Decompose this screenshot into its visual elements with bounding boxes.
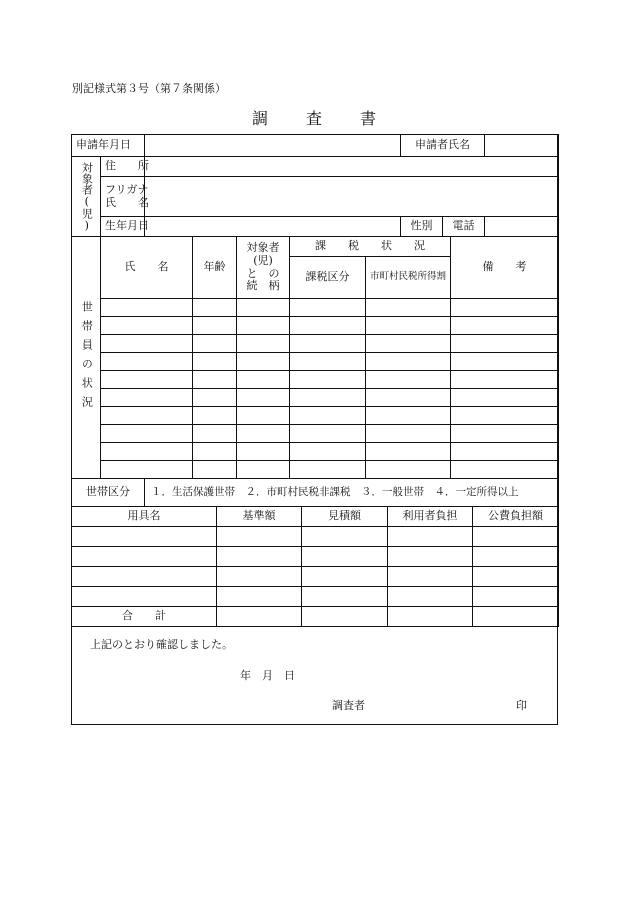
household-members-table	[71, 236, 559, 479]
col-estimate-header: 見積額	[302, 507, 388, 527]
col-tax-amount-header: 市町村民税所得割	[366, 257, 451, 299]
member-cell[interactable]	[193, 443, 237, 461]
equipment-cell[interactable]	[302, 547, 388, 567]
equipment-cell[interactable]	[217, 547, 302, 567]
member-cell[interactable]	[290, 335, 366, 353]
table-row	[72, 389, 559, 407]
member-cell[interactable]	[237, 443, 290, 461]
member-cell[interactable]	[451, 425, 559, 443]
person-name-field[interactable]	[145, 177, 559, 217]
member-cell[interactable]	[366, 371, 451, 389]
member-cell[interactable]	[451, 461, 559, 479]
member-cell[interactable]	[451, 335, 559, 353]
seal-label: 印	[516, 699, 527, 712]
table-row	[72, 527, 559, 547]
member-cell[interactable]	[237, 335, 290, 353]
member-cell[interactable]	[101, 335, 193, 353]
member-cell[interactable]	[193, 461, 237, 479]
member-cell[interactable]	[101, 353, 193, 371]
equipment-cell[interactable]	[72, 527, 217, 547]
member-cell[interactable]	[290, 389, 366, 407]
member-cell[interactable]	[237, 317, 290, 335]
member-cell[interactable]	[101, 371, 193, 389]
address-field[interactable]	[145, 157, 559, 177]
member-cell[interactable]	[193, 371, 237, 389]
member-cell[interactable]	[451, 443, 559, 461]
table-row	[72, 547, 559, 567]
member-cell[interactable]	[193, 407, 237, 425]
col-item-header: 用具名	[72, 507, 217, 527]
table-row	[72, 335, 559, 353]
birth-date-label: 生年月日	[101, 217, 145, 237]
member-cell[interactable]	[290, 407, 366, 425]
household-class-table	[71, 478, 559, 507]
member-cell[interactable]	[290, 353, 366, 371]
member-cell[interactable]	[366, 461, 451, 479]
equipment-cell[interactable]	[388, 547, 473, 567]
phone-field[interactable]	[485, 217, 559, 237]
applicant-name-label: 申請者氏名	[401, 135, 485, 157]
member-cell[interactable]	[237, 407, 290, 425]
relation-line-4: 続 柄	[246, 279, 280, 293]
household-class-label: 世帯区分	[72, 479, 145, 507]
member-cell[interactable]	[290, 425, 366, 443]
member-cell[interactable]	[193, 335, 237, 353]
col-tax-status-header: 課 税 状 況	[290, 237, 451, 257]
member-cell[interactable]	[193, 299, 237, 317]
total-public-cell[interactable]	[473, 607, 559, 627]
member-cell[interactable]	[290, 299, 366, 317]
member-cell[interactable]	[237, 389, 290, 407]
equipment-cell[interactable]	[217, 567, 302, 587]
table-row	[72, 371, 559, 389]
table-row	[72, 587, 559, 607]
equipment-cell[interactable]	[72, 587, 217, 607]
sex-label: 性別	[401, 217, 443, 237]
equipment-cell[interactable]	[388, 527, 473, 547]
member-cell[interactable]	[451, 353, 559, 371]
member-cell[interactable]	[237, 371, 290, 389]
member-cell[interactable]	[290, 317, 366, 335]
member-cell[interactable]	[193, 317, 237, 335]
member-cell[interactable]	[101, 389, 193, 407]
equipment-cell[interactable]	[302, 527, 388, 547]
equipment-cell[interactable]	[388, 567, 473, 587]
member-cell[interactable]	[237, 299, 290, 317]
birth-date-field[interactable]	[145, 217, 401, 237]
furigana-label: フリガナ	[105, 182, 149, 196]
col-public-burden-header: 公費負担額	[473, 507, 559, 527]
member-cell[interactable]	[237, 425, 290, 443]
member-cell[interactable]	[237, 353, 290, 371]
col-tax-class-header: 課税区分	[290, 257, 366, 299]
member-cell[interactable]	[451, 389, 559, 407]
member-cell[interactable]	[366, 317, 451, 335]
table-row	[72, 299, 559, 317]
member-cell[interactable]	[451, 371, 559, 389]
member-cell[interactable]	[451, 317, 559, 335]
total-base-cell[interactable]	[217, 607, 302, 627]
col-age-header: 年齢	[193, 237, 237, 299]
equipment-cell[interactable]	[217, 527, 302, 547]
member-cell[interactable]	[101, 425, 193, 443]
relation-line-2: (児)	[253, 253, 273, 267]
application-date-label: 申請年月日	[72, 135, 145, 157]
investigator-label: 調査者	[332, 699, 365, 712]
col-user-burden-header: 利用者負担	[388, 507, 473, 527]
member-cell[interactable]	[101, 407, 193, 425]
member-cell[interactable]	[101, 317, 193, 335]
equipment-cell[interactable]	[473, 567, 559, 587]
member-cell[interactable]	[290, 443, 366, 461]
phone-label: 電話	[443, 217, 485, 237]
application-date-field[interactable]	[145, 135, 401, 157]
members-section-label: 世帯員の状況	[72, 237, 101, 479]
target-person-label: 対象者(児)	[72, 157, 101, 237]
equipment-cell[interactable]	[473, 527, 559, 547]
table-row	[72, 317, 559, 335]
member-cell[interactable]	[193, 353, 237, 371]
equipment-cell[interactable]	[302, 567, 388, 587]
table-row	[72, 567, 559, 587]
table-row	[72, 353, 559, 371]
household-class-options[interactable]: １．生活保護世帯 ２．市町村民税非課税 ３．一般世帯 ４．一定所得以上	[145, 479, 559, 507]
confirmation-text: 上記のとおり確認しました。	[90, 638, 233, 651]
col-name-header: 氏 名	[101, 237, 193, 299]
member-cell[interactable]	[290, 371, 366, 389]
total-user-cell[interactable]	[388, 607, 473, 627]
member-cell[interactable]	[366, 425, 451, 443]
member-cell[interactable]	[237, 461, 290, 479]
equipment-table	[71, 506, 559, 627]
total-label: 合 計	[72, 607, 217, 627]
member-cell[interactable]	[366, 443, 451, 461]
member-cell[interactable]	[101, 443, 193, 461]
col-base-header: 基準額	[217, 507, 302, 527]
member-cell[interactable]	[366, 299, 451, 317]
applicant-name-field[interactable]	[485, 135, 559, 157]
member-cell[interactable]	[366, 389, 451, 407]
person-name-label: 氏 名	[105, 195, 149, 209]
applicant-table	[71, 134, 559, 237]
equipment-cell[interactable]	[473, 547, 559, 567]
equipment-cell[interactable]	[217, 587, 302, 607]
member-cell[interactable]	[366, 407, 451, 425]
relation-line-3: と の	[246, 266, 280, 280]
confirmation-date: 年 月 日	[240, 669, 295, 682]
equipment-cell[interactable]	[72, 567, 217, 587]
table-row	[72, 461, 559, 479]
member-cell[interactable]	[193, 425, 237, 443]
table-row	[72, 425, 559, 443]
member-cell[interactable]	[101, 461, 193, 479]
relation-line-1: 対象者	[246, 241, 280, 255]
member-cell[interactable]	[366, 335, 451, 353]
equipment-cell[interactable]	[388, 587, 473, 607]
address-label: 住 所	[101, 157, 145, 177]
member-cell[interactable]	[290, 461, 366, 479]
equipment-cell[interactable]	[473, 587, 559, 607]
col-relation-header	[237, 237, 290, 299]
table-row	[72, 407, 559, 425]
form-reference: 別記様式第３号（第７条関係）	[72, 82, 226, 95]
member-cell[interactable]	[193, 389, 237, 407]
member-cell[interactable]	[101, 299, 193, 317]
equipment-cell[interactable]	[302, 587, 388, 607]
col-remarks-header: 備 考	[451, 237, 559, 299]
member-cell[interactable]	[451, 407, 559, 425]
table-row	[72, 443, 559, 461]
name-label-cell	[101, 177, 149, 217]
document-title: 調 査 書	[251, 109, 378, 128]
member-cell[interactable]	[366, 353, 451, 371]
member-cell[interactable]	[451, 299, 559, 317]
total-estimate-cell[interactable]	[302, 607, 388, 627]
equipment-cell[interactable]	[72, 547, 217, 567]
